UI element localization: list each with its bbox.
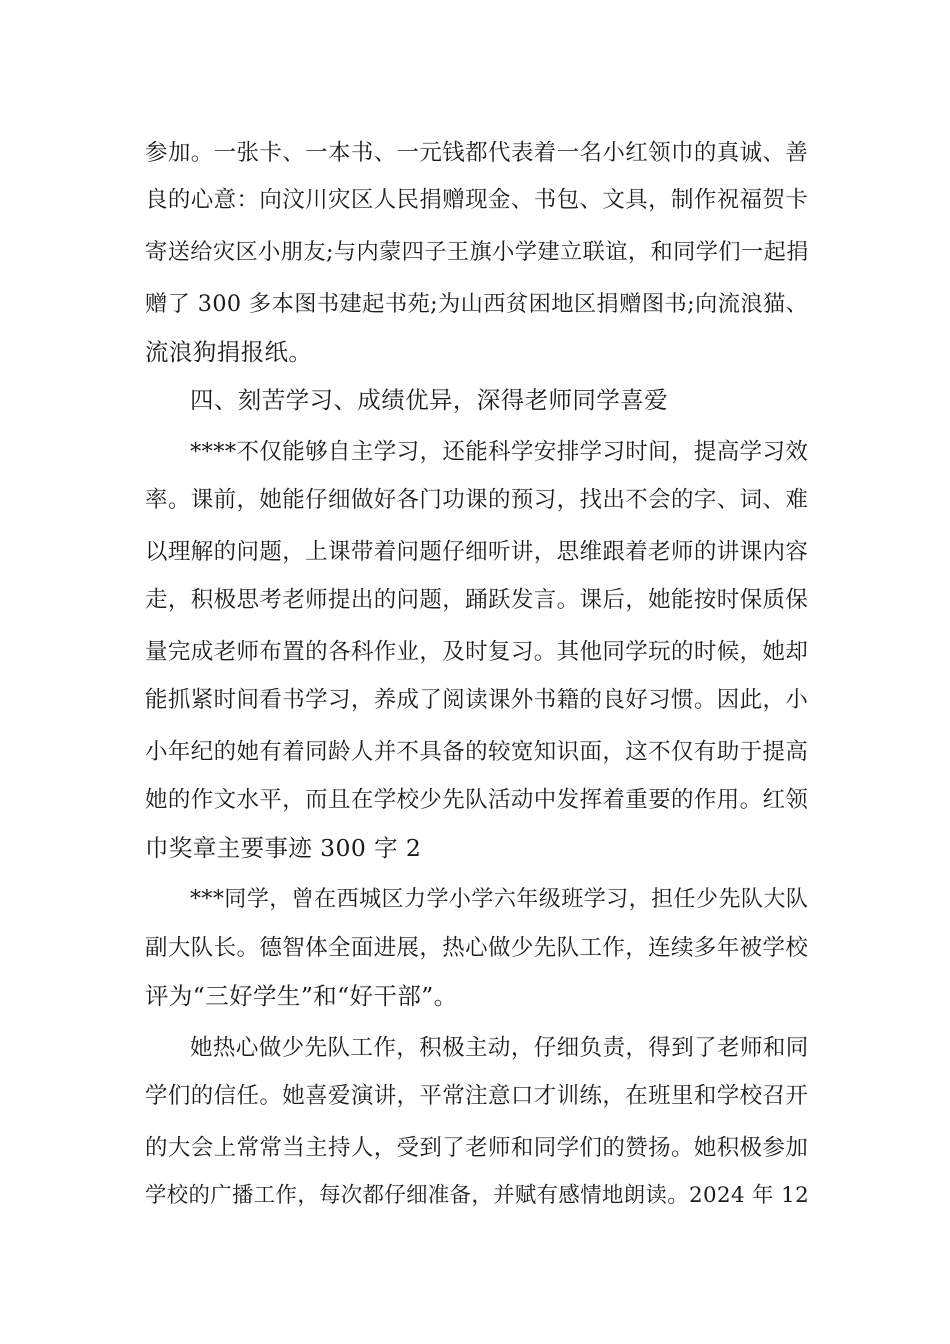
text-line: 走，积极思考老师提出的问题，踊跃发言。课后，她能按时保质保 (145, 587, 809, 613)
text-line: 流浪狗捐报纸。 (145, 338, 313, 366)
text-line: 率。课前，她能仔细做好各门功课的预习，找出不会的字、词、难 (145, 487, 809, 513)
text-line: 她的作文水平，而且在学校少先队活动中发挥着重要的作用。红领 (145, 787, 809, 813)
text-line: 巾奖章主要事迹 300 字 2 (145, 834, 422, 862)
text-line: 寄送给灾区小朋友;与内蒙四子王旗小学建立联谊，和同学们一起捐 (145, 239, 809, 265)
text-line: 能抓紧时间看书学习，养成了阅读课外书籍的良好习惯。因此，小 (145, 687, 809, 713)
text-line: 学校的广播工作，每次都仔细准备，并赋有感情地朗读。2024 年 12 (145, 1183, 810, 1208)
text-line: 她热心做少先队工作，积极主动，仔细负责，得到了老师和同 (190, 1035, 809, 1061)
text-line: 良的心意：向汶川灾区人民捐赠现金、书包、文具，制作祝福贺卡 (145, 187, 809, 213)
text-line: ****不仅能够自主学习，还能科学安排学习时间，提高学习效 (190, 439, 809, 465)
text-line: 赠了 300 多本图书建起书苑;为山西贫困地区捐赠图书;向流浪猫、 (145, 291, 809, 317)
text-line: 学们的信任。她喜爱演讲，平常注意口才训练，在班里和学校召开 (145, 1083, 809, 1109)
text-line: ***同学，曾在西城区力学小学六年级班学习，担任少先队大队 (190, 887, 809, 912)
text-line: 副大队长。德智体全面进展，热心做少先队工作，连续多年被学校 (145, 935, 809, 961)
section-heading: 四、刻苦学习、成绩优异，深得老师同学喜爱 (190, 386, 668, 414)
text-line: 以理解的问题，上课带着问题仔细听讲，思维跟着老师的讲课内容 (145, 539, 809, 565)
text-line: 量完成老师布置的各科作业，及时复习。其他同学玩的时候，她却 (145, 639, 809, 665)
text-line: 的大会上常常当主持人，受到了老师和同学们的赞扬。她积极参加 (145, 1135, 809, 1161)
text-line: 小年纪的她有着同龄人并不具备的较宽知识面，这不仅有助于提高 (145, 739, 809, 765)
text-line: 参加。一张卡、一本书、一元钱都代表着一名小红领巾的真诚、善 (145, 140, 809, 166)
text-line: 评为“三好学生”和“好干部”。 (145, 982, 458, 1010)
